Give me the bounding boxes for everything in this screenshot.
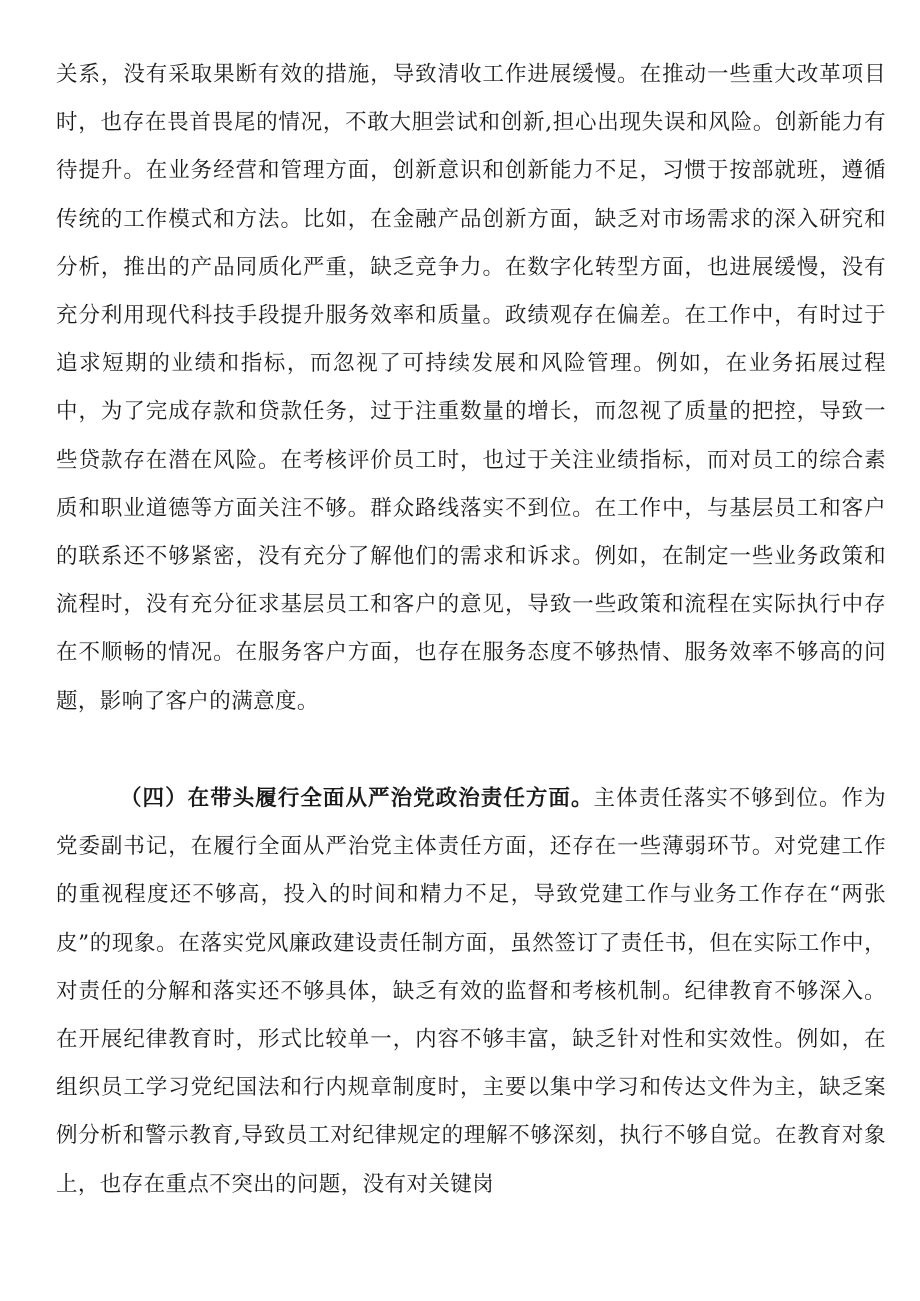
body-paragraph: 关系，没有采取果断有效的措施，导致清收工作进展缓慢。在推动一些重大改革项目时，也存在畏首畏尾的情况，不敢大胆尝试和创新,担心出现失误和风险。创新能力有待提升。在业务经营和管理方面，创新意识和创新能力不足，习惯于按部就班，遵循传统的工作模式和方法。比如，在金融产品创新方面，缺乏对市场需求的深入研究和分析，推出的产品同质化严重，缺乏竞争力。在数字化转型方面，也进展缓慢，没有充分利用现代科技手段提升服务效率和质量。政绩观存在偏差。在工作中，有时过于追求短期的业绩和指标，而忽视了可持续发展和风险管理。例如，在业务拓展过程中，为了完成存款和贷款任务，过于注重数量的增长，而忽视了质量的把控，导致一些贷款存在潜在风险。在考核评价员工时，也过于关注业绩指标，而对员工的综合素质和职业道德等方面关注不够。群众路线落实不到位。在工作中，与基层员工和客户的联系还不够紧密，没有充分了解他们的需求和诉求。例如，在制定一些业务政策和流程时，没有充分征求基层员工和客户的意见，导致一些政策和流程在实际执行中存在不顺畅的情况。在服务客户方面，也存在服务态度不够热情、服务效率不够高的问题，影响了客户的满意度。	[56, 62, 886, 714]
section-heading: （四）在带头履行全面从严治党政治责任方面。	[120, 786, 594, 811]
section-paragraph	[56, 775, 886, 1209]
section-body-text: 主体责任落实不够到位。作为党委副书记，在履行全面从严治党主体责任方面，还存在一些薄弱环节。对党建工作的重视程度还不够高，投入的时间和精力不足，导致党建工作与业务工作存在“两张皮”的现象。在落实党风廉政建设责任制方面，虽然签订了责任书，但在实际工作中，对责任的分解和落实还不够具体，缺乏有效的监督和考核机制。纪律教育不够深入。在开展纪律教育时，形式比较单一，内容不够丰富，缺乏针对性和实效性。例如，在组织员工学习党纪国法和行内规章制度时，主要以集中学习和传达文件为主，缺乏案例分析和警示教育,导致员工对纪律规定的理解不够深刻，执行不够自觉。在教育对象上，也存在重点不突出的问题，没有对关键岗	[56, 786, 886, 1197]
